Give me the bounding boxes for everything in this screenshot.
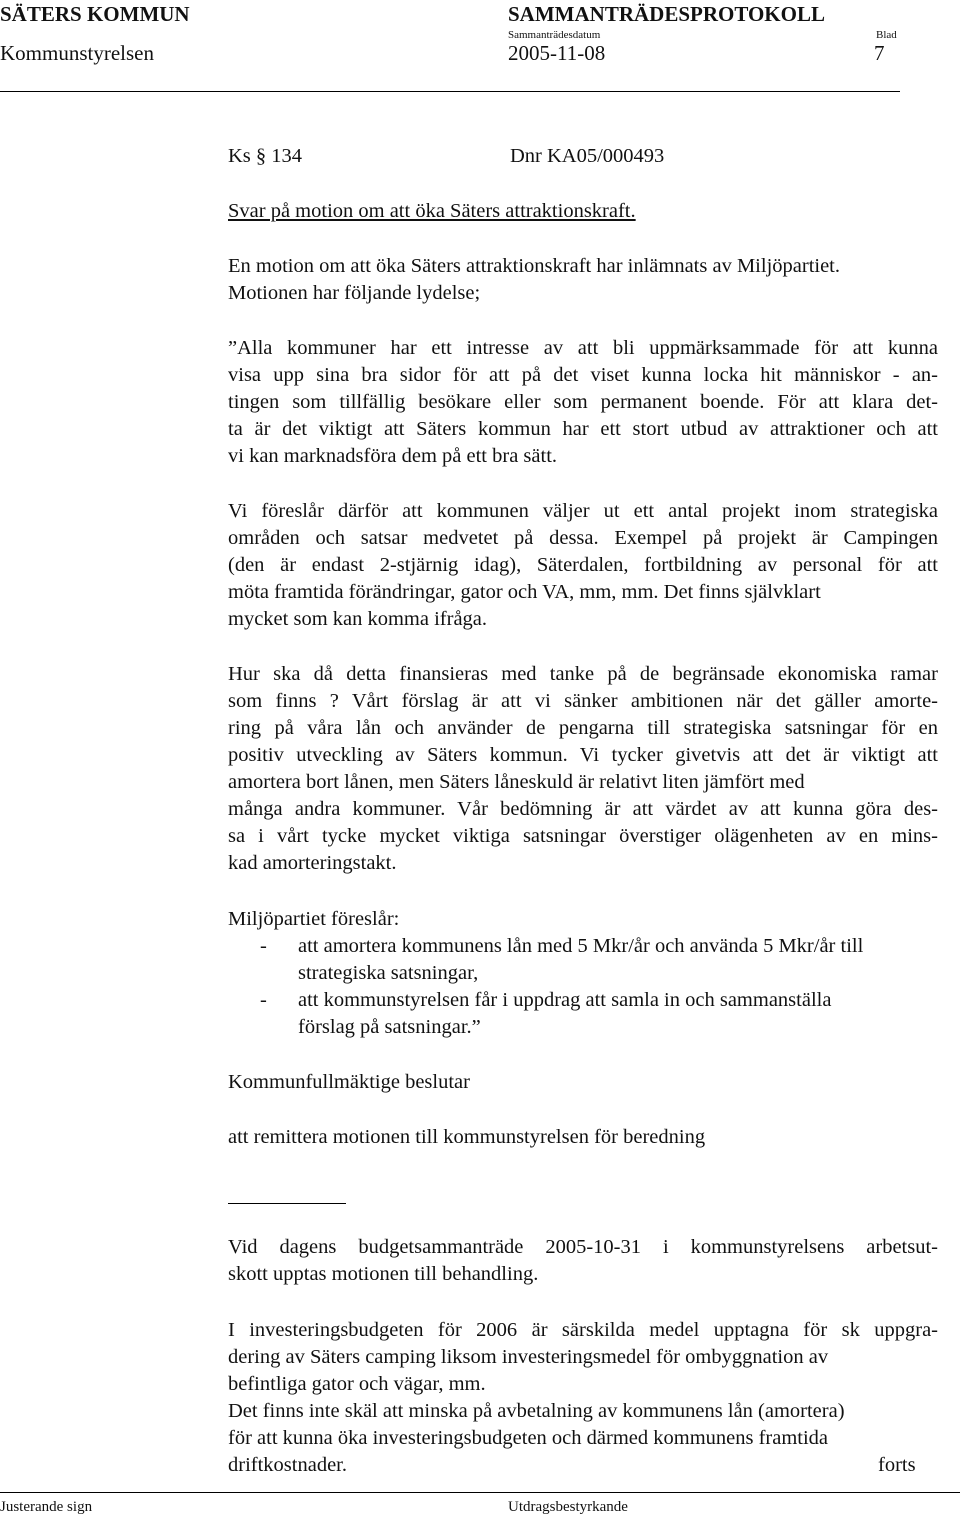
notes-p2-line: för att kunna öka investeringsbudgeten och därmed kommunens framtida — [228, 1427, 829, 1449]
motion-p2-line: Vi föreslår därför att kommunen väljer ut ett antal projekt inom strategiska — [228, 500, 938, 522]
notes-p2-line: Det finns inte skäl att minska på avbetalning av kommunens lån (amortera) — [228, 1400, 845, 1422]
motion-p3-line: ring på våra lån och använder de pengarna till strategiska satsningar för en — [228, 717, 938, 739]
motion-p2-line: mycket som kan komma ifråga. — [228, 608, 488, 630]
motion-p3-line: sa i vårt tycke mycket viktiga satsningar överstiger olägenheten av en mins- — [228, 825, 938, 847]
notes-p2-line: I investeringsbudgeten för 2006 är särskilda medel upptagna för sk uppgra- — [228, 1319, 938, 1341]
case-number: Ks § 134 — [228, 145, 303, 167]
notes-p2-line: dering av Säters camping liksom investeringsmedel för ombyggnation av — [228, 1346, 829, 1368]
motion-p2-line: möta framtida förändringar, gator och VA, mm, mm. Det finns självklart — [228, 581, 821, 603]
separator-rule — [228, 1203, 346, 1204]
page-label: Blad — [876, 29, 897, 41]
motion-p1-line: tingen som tillfällig besökare eller som permanent boende. För att klara det- — [228, 391, 938, 413]
motion-p2-line: områden och satsar medvetet på dessa. Exempel på projekt är Campingen — [228, 527, 938, 549]
page-number: 7 — [874, 41, 885, 65]
motion-p3-line: positiv utveckling av Säters kommun. Vi tycker givetvis att det är viktigt att — [228, 744, 938, 766]
continued-marker: forts — [878, 1454, 916, 1476]
motion-p3-line: kad amorteringstakt. — [228, 852, 397, 874]
header-rule — [0, 91, 900, 92]
document-type: SAMMANTRÄDESPROTOKOLL — [508, 2, 825, 26]
footer-justerande-sign: Justerande sign — [0, 1499, 93, 1515]
footer-utdragsbestyrkande: Utdragsbestyrkande — [508, 1499, 628, 1515]
proposal-item-line: strategiska satsningar, — [298, 962, 479, 984]
proposal-item-line: att amortera kommunens lån med 5 Mkr/år och använda 5 Mkr/år till — [298, 935, 864, 957]
intro-line: Motionen har följande lydelse; — [228, 282, 481, 304]
decision-text: att remittera motionen till kommunstyrelsen för beredning — [228, 1126, 706, 1148]
bullet-dash: - — [260, 935, 267, 957]
proposal-heading: Miljöpartiet föreslår: — [228, 908, 400, 930]
meeting-date: 2005-11-08 — [508, 41, 606, 65]
case-title: Svar på motion om att öka Säters attraktionskraft. — [228, 200, 636, 222]
proposal-item-line: förslag på satsningar.” — [298, 1016, 481, 1038]
motion-p3-line: som finns ? Vårt förslag är att vi sänker ambitionen när det gäller amorte- — [228, 690, 938, 712]
motion-p2-line: (den är endast 2-stjärnig idag), Säterdalen, fortbildning av personal för att — [228, 554, 938, 576]
motion-p3-line: många andra kommuner. Vår bedömning är att värdet av att kunna göra des- — [228, 798, 938, 820]
motion-p1-line: vi kan marknadsföra dem på ett bra sätt. — [228, 445, 558, 467]
motion-p1-line: ”Alla kommuner har ett intresse av att bli uppmärksammade för att kunna — [228, 337, 938, 359]
motion-p3-line: Hur ska då detta finansieras med tanke på de begränsade ekonomiska ramar — [228, 663, 938, 685]
notes-p1-line: Vid dagens budgetsammanträde 2005-10-31 i kommunstyrelsens arbetsut- — [228, 1236, 938, 1258]
proposal-item-line: att kommunstyrelsen får i uppdrag att samla in och sammanställa — [298, 989, 832, 1011]
intro-line: En motion om att öka Säters attraktionskraft har inlämnats av Miljöpartiet. — [228, 255, 841, 277]
bullet-dash: - — [260, 989, 267, 1011]
motion-p1-line: visa upp sina bra sidor för att på det viset kunna locka hit människor - an- — [228, 364, 938, 386]
motion-p1-line: ta är det viktigt att Säters kommun har ett stort utbud av attraktioner och att — [228, 418, 938, 440]
footer-rule — [0, 1492, 960, 1493]
notes-p1-line: skott upptas motionen till behandling. — [228, 1263, 539, 1285]
committee-name: Kommunstyrelsen — [0, 41, 154, 65]
date-label: Sammanträdesdatum — [508, 29, 601, 41]
decision-heading: Kommunfullmäktige beslutar — [228, 1071, 470, 1093]
municipality-name: SÄTERS KOMMUN — [0, 2, 190, 26]
motion-p3-line: amortera bort lånen, men Säters låneskuld är relativt liten jämfört med — [228, 771, 805, 793]
notes-p2-line: befintliga gator och vägar, mm. — [228, 1373, 486, 1395]
case-dnr: Dnr KA05/000493 — [510, 145, 665, 167]
notes-p2-line: driftkostnader. — [228, 1454, 347, 1476]
